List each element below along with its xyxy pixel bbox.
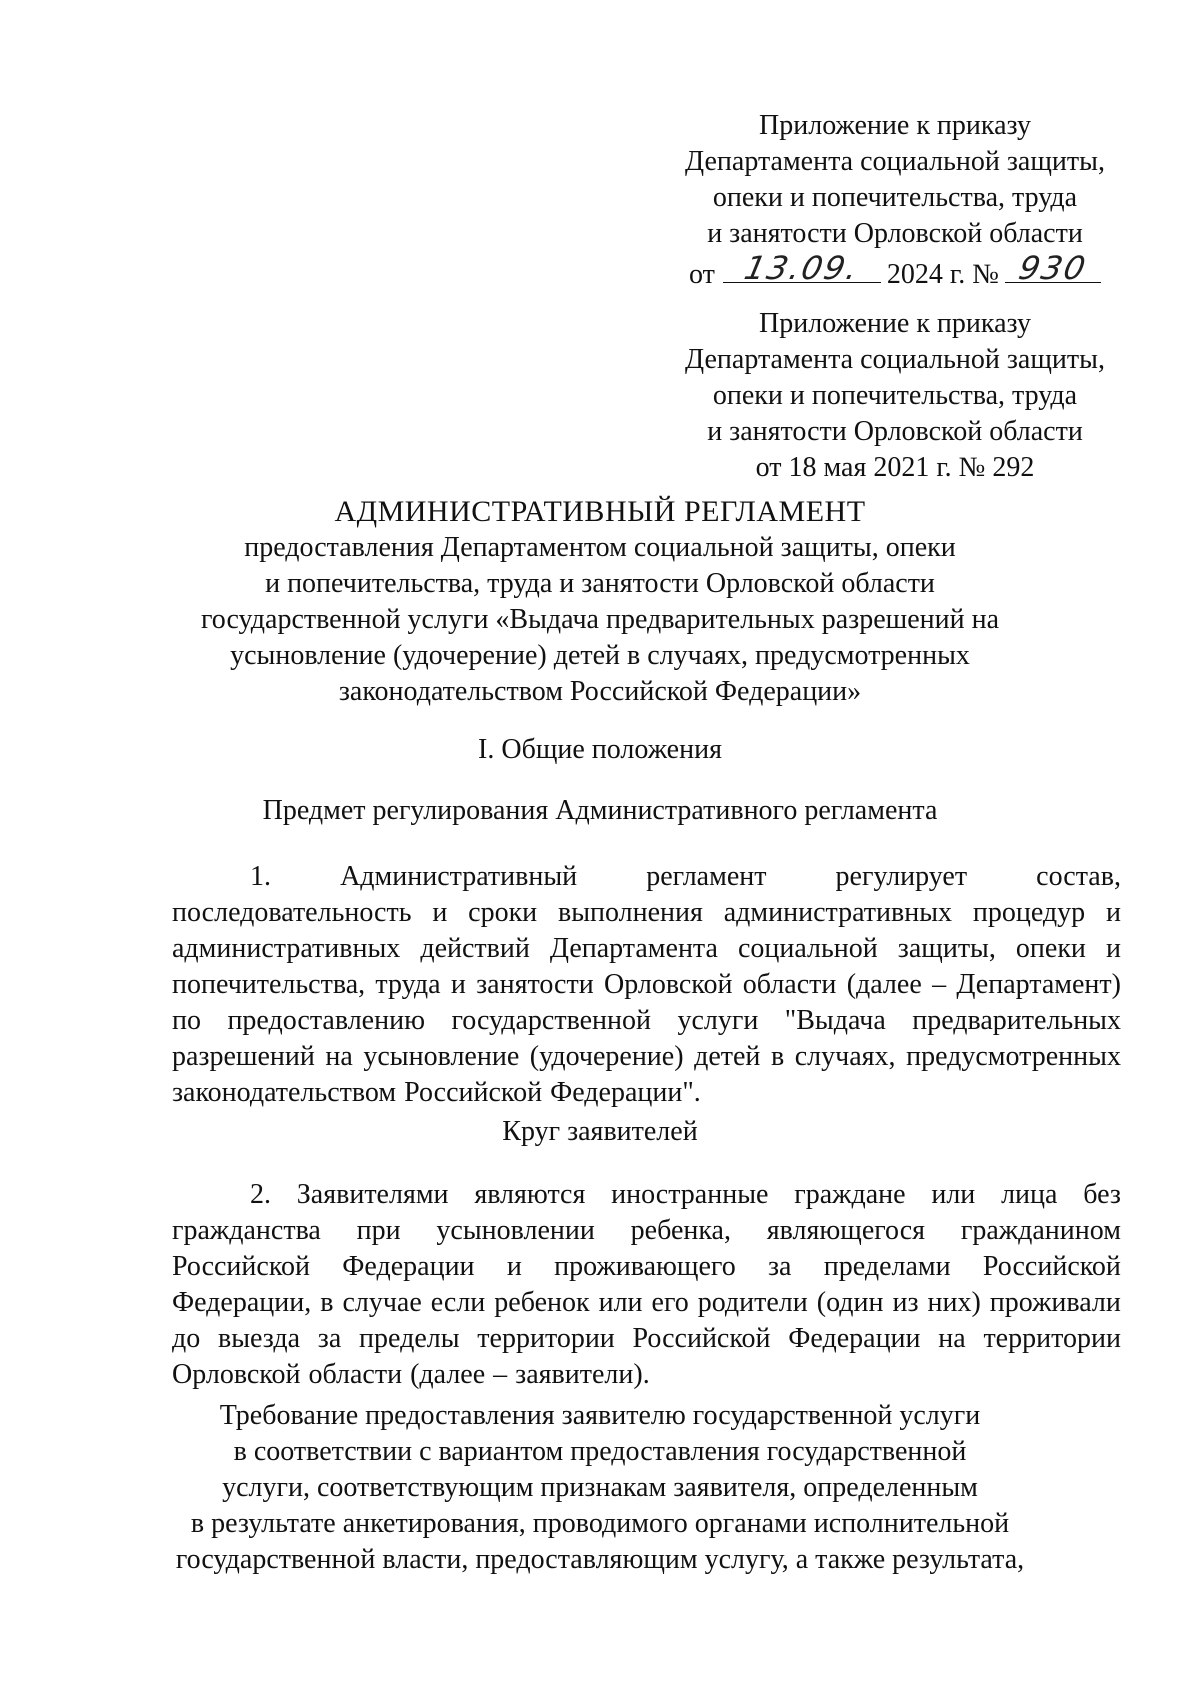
word: усыновление	[363, 1041, 520, 1072]
word: или	[598, 1287, 643, 1318]
word: занятости	[476, 969, 594, 1000]
word: проживающего	[554, 1251, 736, 1282]
paragraph-line	[172, 895, 1121, 931]
word: иностранные	[611, 1179, 769, 1210]
word: защиты,	[897, 933, 996, 964]
annex-line: Департамента социальной защиты,	[685, 344, 1105, 375]
word: области	[742, 969, 837, 1000]
word: усыновлении	[436, 1215, 595, 1246]
subheading-line: услуги, соответствующим признакам заявителя, определенным	[222, 1472, 978, 1503]
annex-line: и занятости Орловской области	[707, 416, 1083, 447]
handwritten-date: 13.09.	[740, 249, 863, 287]
paragraph-line	[172, 1213, 1121, 1249]
word: ребенка,	[630, 1215, 731, 1246]
word: государственной	[451, 1005, 652, 1036]
paragraph-line	[172, 931, 1121, 967]
subheading-line: в соответствии с вариантом предоставления государственной	[233, 1436, 967, 1467]
word: выполнения	[558, 897, 703, 928]
word: пределы	[359, 1323, 460, 1354]
section-heading	[150, 732, 1050, 768]
word: по	[172, 1005, 201, 1036]
title-line: и попечительства, труда и занятости Орловской области	[265, 568, 935, 599]
word: административных	[723, 897, 953, 928]
title-line: законодательством Российской Федерации»	[338, 676, 862, 707]
word: выезда	[218, 1323, 301, 1354]
word: гражданином	[960, 1215, 1121, 1246]
word: регламент	[646, 861, 767, 892]
word: (один	[816, 1287, 884, 1318]
word: и	[450, 969, 466, 1000]
word: состав,	[1036, 861, 1121, 892]
word: (удочерение)	[529, 1041, 684, 1072]
annex-date-line	[660, 249, 1130, 293]
word: законодательством	[172, 1077, 397, 1108]
word: на	[938, 1323, 966, 1354]
word: Орловской	[604, 969, 733, 1000]
word: 1.	[250, 861, 271, 892]
word: 2.	[250, 1179, 271, 1210]
word: предусмотренных	[906, 1041, 1121, 1072]
word: (далее	[846, 969, 922, 1000]
subheading-text: Круг заявителей	[502, 1116, 698, 1147]
word: последовательность	[172, 897, 412, 928]
word: Федерации".	[550, 1077, 701, 1108]
word: –	[932, 969, 947, 1000]
word: и	[432, 897, 448, 928]
paragraph-line	[172, 1177, 1121, 1213]
word: области	[308, 1359, 403, 1390]
date-underline	[723, 249, 881, 287]
word: в	[320, 1287, 334, 1318]
word: Департамент)	[956, 969, 1121, 1000]
word: –	[493, 1359, 508, 1390]
annex-line: и занятости Орловской области	[707, 218, 1083, 249]
word: в	[770, 1041, 785, 1072]
word: являющегося	[766, 1215, 926, 1246]
word: административных	[172, 933, 401, 964]
word: лица	[1001, 1179, 1058, 1210]
word: гражданства	[172, 1215, 321, 1246]
word: них)	[927, 1287, 981, 1318]
annex-line: Приложение к приказу	[759, 308, 1031, 339]
word: заявители).	[515, 1359, 650, 1390]
subheading-subject	[150, 793, 1050, 829]
date-prefix: от	[689, 259, 715, 290]
word: опеки	[1015, 933, 1086, 964]
word: и	[1105, 933, 1121, 964]
paragraph-line	[172, 1039, 1121, 1075]
section-title: I. Общие положения	[478, 734, 722, 765]
word: из	[892, 1287, 919, 1318]
word: случаях,	[794, 1041, 896, 1072]
word: "Выдача	[784, 1005, 886, 1036]
word: и	[506, 1251, 522, 1282]
word: территории	[477, 1323, 615, 1354]
title-line: государственной услуги «Выдача предварительных разрешений на	[201, 604, 999, 635]
word: и	[1106, 897, 1121, 928]
paragraph-line	[172, 1075, 1121, 1111]
word: пределами	[823, 1251, 951, 1282]
handwritten-number: 930	[1015, 249, 1091, 287]
paragraph-line	[172, 859, 1121, 895]
word: до	[172, 1323, 201, 1354]
word: территории	[983, 1323, 1121, 1354]
word: если	[430, 1287, 486, 1318]
paragraph-line	[172, 1321, 1121, 1357]
word: Российской	[632, 1323, 771, 1354]
annex-line: опеки и попечительства, труда	[712, 380, 1078, 411]
word: Федерации,	[172, 1287, 312, 1318]
paragraph-line	[172, 1249, 1121, 1285]
word: предварительных	[912, 1005, 1121, 1036]
word: Орловской	[172, 1359, 301, 1390]
word: услуги	[677, 1005, 759, 1036]
annex-line: опеки и попечительства, труда	[712, 182, 1078, 213]
word: Заявителями	[296, 1179, 449, 1210]
subheading-line: Требование предоставления заявителю государственной услуги	[219, 1400, 981, 1431]
annex-line: Департамента социальной защиты,	[685, 146, 1105, 177]
subheading-line: в результате анкетирования, проводимого органами исполнительной	[190, 1508, 1010, 1539]
word: Федерации	[342, 1251, 475, 1282]
word: граждане	[794, 1179, 906, 1210]
title-line: предоставления Департаментом социальной защиты, опеки	[244, 532, 956, 563]
paragraph-line	[172, 967, 1121, 1003]
word: социальной	[737, 933, 878, 964]
title-line: усыновление (удочерение) детей в случаях, предусмотренных	[230, 640, 970, 671]
word: за	[317, 1323, 342, 1354]
word: процедур	[972, 897, 1086, 928]
word: (далее	[410, 1359, 486, 1390]
subheading-requirement	[150, 1398, 1050, 1578]
annex-original-order	[660, 306, 1130, 486]
word: при	[356, 1215, 401, 1246]
word: Федерации	[788, 1323, 921, 1354]
word: на	[325, 1041, 353, 1072]
word: его	[651, 1287, 689, 1318]
subheading-text: Предмет регулирования Административного регламента	[262, 795, 938, 826]
word: за	[768, 1251, 792, 1282]
word: предоставлению	[227, 1005, 425, 1036]
word: регулирует	[835, 861, 968, 892]
word: разрешений	[172, 1041, 315, 1072]
number-underline	[1005, 249, 1101, 287]
annex-line: Приложение к приказу	[759, 110, 1031, 141]
word: являются	[474, 1179, 586, 1210]
title-main: АДМИНИСТРАТИВНЫЙ РЕГЛАМЕНТ	[334, 495, 866, 528]
word: проживали	[989, 1287, 1121, 1318]
paragraph-2	[172, 1177, 1121, 1393]
word: сроки	[468, 897, 538, 928]
word: Российской	[404, 1077, 543, 1108]
word: родители	[697, 1287, 808, 1318]
annex-current-order	[660, 108, 1130, 293]
word: ребенок	[494, 1287, 590, 1318]
year-text: 2024 г. №	[886, 259, 999, 290]
word: без	[1083, 1179, 1121, 1210]
word: труда	[375, 969, 441, 1000]
word: Российской	[172, 1251, 310, 1282]
paragraph-line	[172, 1285, 1121, 1321]
annex-line: от 18 мая 2021 г. № 292	[755, 452, 1035, 483]
word: детей	[694, 1041, 761, 1072]
paragraph-line	[172, 1357, 1121, 1393]
word: попечительства,	[172, 969, 366, 1000]
word: Российской	[982, 1251, 1121, 1282]
paragraph-1	[172, 859, 1121, 1111]
word: или	[931, 1179, 976, 1210]
paragraph-line	[172, 1003, 1121, 1039]
word: действий	[420, 933, 530, 964]
word: Департамента	[549, 933, 718, 964]
subheading-line: государственной власти, предоставляющим услугу, а также результата,	[175, 1544, 1025, 1575]
document-title	[150, 494, 1050, 710]
subheading-applicants	[150, 1114, 1050, 1150]
word: случае	[342, 1287, 422, 1318]
word: Административный	[340, 861, 578, 892]
